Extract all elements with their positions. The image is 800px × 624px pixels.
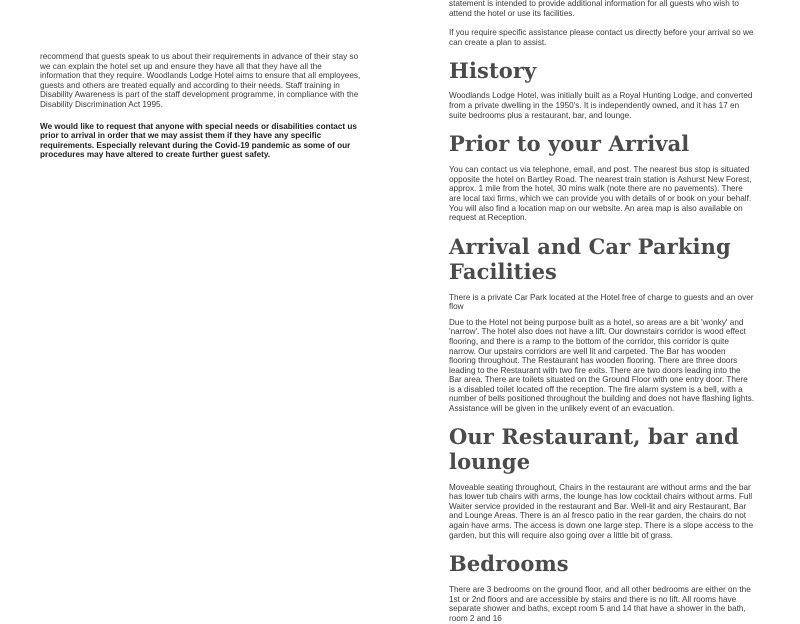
bedrooms-heading: Bedrooms [449,551,569,577]
prior-arrival-text: You can contact us via telephone, email, and post. The nearest bus stop is situated opposite the hotel on Bartley Road. The nearest train station is Ashurst New Forest, approx. 1 mile from the hotel, 30 mins walk (note there are no pavements). There are local taxi firms, which we can provide you with details of or book on your behalf. You will also find a location map on our website. An area map is also available on request at Reception. [449,165,752,223]
left-column [40,52,362,160]
restaurant-text: Moveable seating throughout, Chairs in the restaurant are without arms and the bar has lower tub chairs with arms, the lounge has low cocktail chairs without arms. Full Waiter service provided in the restaurant and Bar. Well-lit and airy Restaurant, Bar and Lounge Areas. There is an al fresco patio in the rear garden, the chairs do not again have arms. The access is down one large step. There is a slope access to the garden, but this will require also going over a little bit of grass. [449,482,754,540]
right-column [449,0,754,624]
car-park-text: There is a private Car Park located at the Hotel free of charge to guests and an over flow [449,292,754,312]
history-heading: History [449,58,537,84]
special-needs-request: We would like to request that anyone with special needs or disabilities contact us prior to arrival in order that we may assist them if they have any specific requirements. Especially relevant during the Covid-19 pandemic as some of our procedures may have altered to create further guest safety. [40,121,357,160]
intro-statement: statement is intended to provide additional information for all guests who wish to attend the hotel or use its facilities. [449,0,739,18]
hotel-layout-text: Due to the Hotel not being purpose built as a hotel, so areas are a bit 'wonky' and 'narrow'. The hotel also does not have a lift. Our downstairs corridor is wood effect flooring, and there is a ramp to the bottom of the corridor, this corridor is quite narrow. Our upstairs corridors are well lit and carpeted. The Bar has wooden flooring throughout. The Restaurant has wooden flooring. There are three doors leading to the Restaurant with two fire exits. There are two doors leading into the Bar area. There are toilets situated on the Ground Floor with one entry door. There is a disabled toilet located off the reception. The fire alarm system is a bell, with a number of bells positioned throughout the building and does not have flashing lights. Assistance will be given in the unlikely event of an evacuation. [449,317,754,414]
assistance-note: If you require specific assistance please contact us directly before your arrival so we can create a plan to assist. [449,28,754,47]
history-text: Woodlands Lodge Hotel, was initially built as a Royal Hunting Lodge, and converted from a private dwelling in the 1950's. It is independently owned, and it has 17 en suite bedrooms plus a restaurant, bar, and lounge. [449,91,753,120]
prior-arrival-heading: Prior to your Arrival [449,131,690,157]
restaurant-heading: Our Restaurant, bar and lounge [449,423,739,474]
accessibility-paragraph: recommend that guests speak to us about their requirements in advance of their stay so we can explain the hotel set up and ensure they have all that they have all the information that they require. Woodlands Lodge Hotel aims to ensure that all employees, guests and others are treated equally and according to their needs. Staff training in Disability Awareness is part of the staff development programme, in compliance with the Disability Discrimination Act 1995. [40,52,361,109]
bedrooms-text: There are 3 bedrooms on the ground floor, and all other bedrooms are either on the 1st or 2nd floors and are accessible by stairs and there is no lift. All rooms have separate shower and baths, except room 5 and 14 that have a shower in the bath, room 2 and 16 [449,585,751,623]
arrival-parking-heading: Arrival and Car Parking Facilities [449,233,731,284]
